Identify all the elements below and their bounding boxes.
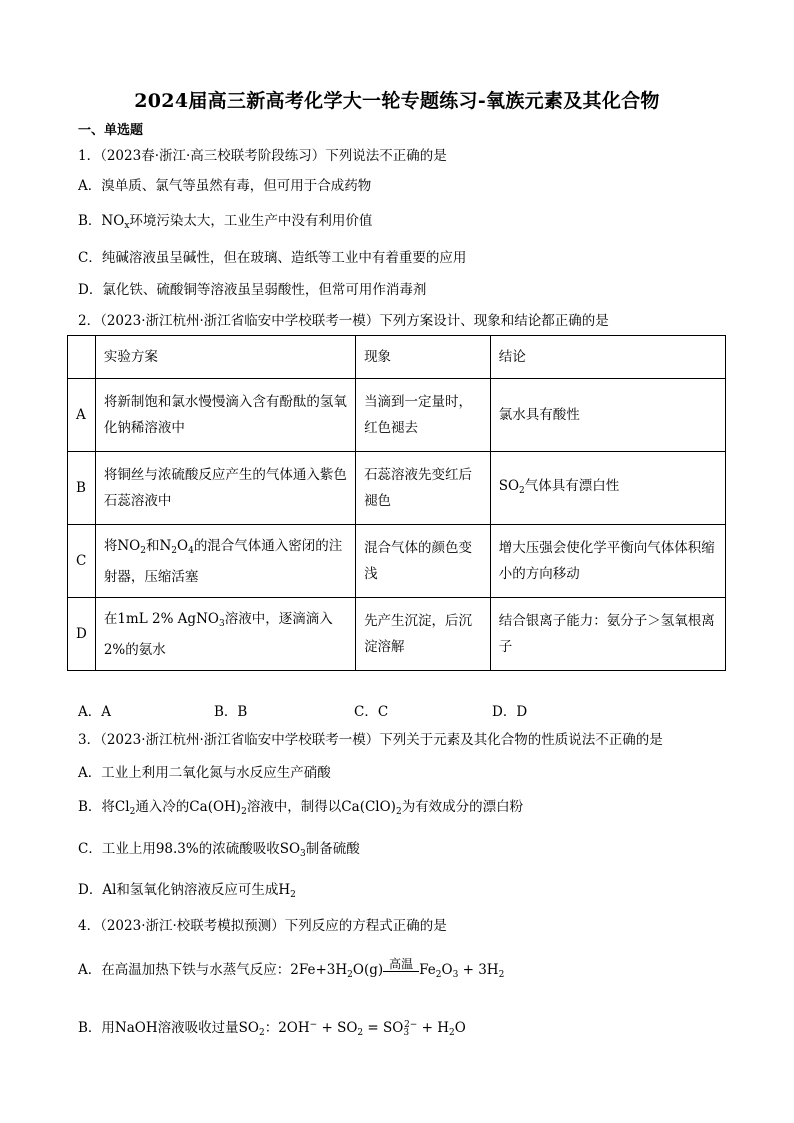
table-row bbox=[68, 598, 726, 671]
question-2-stem: 2．（2023·浙江杭州·浙江省临安中学校联考一模）下列方案设计、现象和结论都正确的是 bbox=[78, 313, 609, 329]
table-cell-plan: 将$NO_2$和$N_2O_4$的混合气体通入密闭的注射器，压缩活塞 bbox=[95, 525, 355, 598]
table-cell-phenomenon: 混合气体的颜色变浅 bbox=[356, 525, 491, 598]
question-2-option-d: D．D bbox=[492, 704, 528, 720]
page-title: 2024届高三新高考化学大一轮专题练习-氧族元素及其化合物 bbox=[134, 90, 660, 112]
question-4-stem: 4．（2023·浙江·校联考模拟预测）下列反应的方程式正确的是 bbox=[78, 918, 447, 934]
question-1-option-a: A．溴单质、氯气等虽然有毒，但可用于合成药物 bbox=[78, 178, 372, 194]
table-cell-plan: 将铜丝与浓硫酸反应产生的气体通入紫色石蕊溶液中 bbox=[95, 452, 355, 525]
table-cell-plan: 在1mL 2% AgNO$_3$溶液中，逐滴滴入2%的氨水 bbox=[95, 598, 355, 671]
question-2-option-b: B．B bbox=[214, 704, 248, 720]
question-1-option-b: B．$NO_x$环境污染太大，工业生产中没有利用价值 bbox=[78, 213, 373, 231]
row-label: B bbox=[68, 452, 96, 525]
section-heading: 一、单选题 bbox=[78, 123, 144, 138]
table-cell-phenomenon: 先产生沉淀，后沉淀溶解 bbox=[356, 598, 491, 671]
question-1-option-c: C．纯碱溶液虽呈碱性，但在玻璃、造纸等工业中有着重要的应用 bbox=[78, 250, 467, 266]
question-3-option-a: A．工业上利用二氧化氮与水反应生产硝酸 bbox=[78, 765, 331, 781]
equation-b: $2OH^- + SO_2 = SO_3^{2-} + H_2O$ bbox=[278, 1020, 466, 1038]
table-row bbox=[68, 525, 726, 598]
table-header-cell: 结论 bbox=[490, 336, 725, 379]
table-header-row bbox=[68, 336, 726, 379]
equation-a: $2Fe+3H_2O(g)$ 高温 $Fe_2O_3 + 3H_2$ bbox=[290, 957, 505, 980]
row-label: D bbox=[68, 598, 96, 671]
question-3-stem: 3．（2023·浙江杭州·浙江省临安中学校联考一模）下列关于元素及其化合物的性质说法不正确的是 bbox=[78, 732, 663, 748]
question-2-option-c: C．C bbox=[354, 704, 389, 720]
question-4-option-a: A．在高温加热下铁与水蒸气反应：$2Fe+3H_2O(g)$ 高温 $Fe_2O_3 + 3H_2$ bbox=[78, 957, 505, 980]
question-3-option-b: B．将$Cl_2$通入冷的$Ca(OH)_2$溶液中，制得以$Ca(ClO)_2$为有效成分的漂白粉 bbox=[78, 799, 524, 817]
question-2-option-a: A．A bbox=[78, 704, 111, 720]
table-cell-phenomenon: 石蕊溶液先变红后褪色 bbox=[356, 452, 491, 525]
table-cell-plan: 将新制饱和氯水慢慢滴入含有酚酞的氢氧化钠稀溶液中 bbox=[95, 379, 355, 452]
table-header-cell: 实验方案 bbox=[95, 336, 355, 379]
table-cell-conclusion: $SO_2$气体具有漂白性 bbox=[490, 452, 725, 525]
row-label: A bbox=[68, 379, 96, 452]
table-cell-conclusion: 增大压强会使化学平衡向气体体积缩小的方向移动 bbox=[490, 525, 725, 598]
experiment-table bbox=[67, 335, 726, 671]
question-3-option-c: C．工业上用98.3%的浓硫酸吸收$SO_3$制备硫酸 bbox=[78, 841, 360, 859]
question-1-option-d: D．氯化铁、硫酸铜等溶液虽呈弱酸性，但常可用作消毒剂 bbox=[78, 282, 427, 298]
table-row bbox=[68, 379, 726, 452]
question-3-option-d: D．Al和氢氧化钠溶液反应可生成$H_2$ bbox=[78, 882, 296, 900]
table-cell-conclusion: 氯水具有酸性 bbox=[490, 379, 725, 452]
question-1-stem: 1．（2023春·浙江·高三校联考阶段练习）下列说法不正确的是 bbox=[78, 148, 447, 164]
row-label: C bbox=[68, 525, 96, 598]
table-header-cell bbox=[68, 336, 96, 379]
table-cell-phenomenon: 当滴到一定量时，红色褪去 bbox=[356, 379, 491, 452]
table-header-cell: 现象 bbox=[356, 336, 491, 379]
question-4-option-b: B．用NaOH溶液吸收过量$SO_2$：$2OH^- + SO_2 = SO_3^{2-} + H_2O$ bbox=[78, 1020, 466, 1038]
table-cell-conclusion: 结合银离子能力：氨分子＞氢氧根离子 bbox=[490, 598, 725, 671]
table-row bbox=[68, 452, 726, 525]
reaction-condition: 高温 bbox=[383, 958, 419, 972]
